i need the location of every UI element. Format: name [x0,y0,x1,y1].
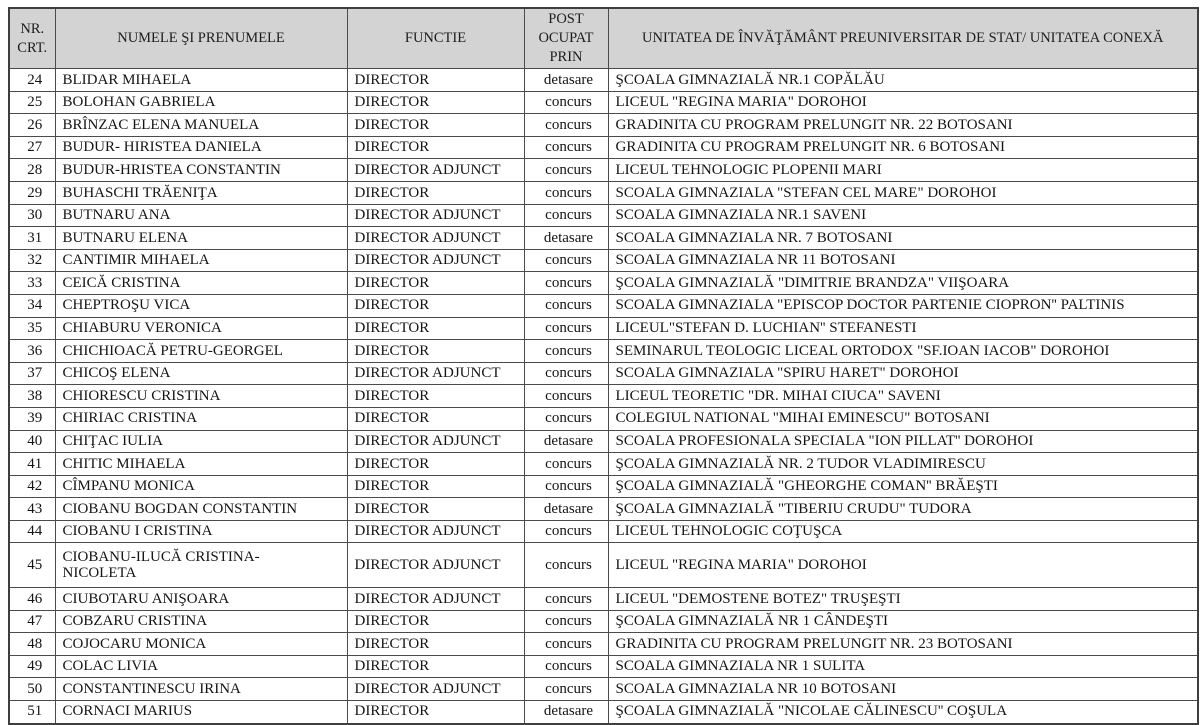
cell-name: CÎMPANU MONICA [55,475,347,498]
cell-unit: LICEUL TEHNOLOGIC PLOPENII MARI [608,159,1198,182]
cell-unit: SCOALA GIMNAZIALA "EPISCOP DOCTOR PARTENIE CIOPRON'' PALTINIS [608,294,1198,317]
cell-name: CHICOŞ ELENA [55,362,347,385]
cell-nr: 44 [9,520,55,543]
col-header-name: NUMELE ŞI PRENUMELE [55,8,347,69]
cell-name: BUTNARU ELENA [55,227,347,250]
table-row [9,407,1198,430]
cell-post: concurs [524,317,608,340]
cell-name: BRÎNZAC ELENA MANUELA [55,114,347,137]
cell-name: BLIDAR MIHAELA [55,69,347,92]
cell-post: concurs [524,587,608,610]
cell-unit: SCOALA GIMNAZIALA NR 10 BOTOSANI [608,678,1198,701]
cell-nr: 42 [9,475,55,498]
table-row [9,204,1198,227]
table-row [9,114,1198,137]
table-row [9,610,1198,633]
cell-unit: GRADINITA CU PROGRAM PRELUNGIT NR. 23 BOTOSANI [608,633,1198,656]
cell-functie: DIRECTOR ADJUNCT [347,362,524,385]
cell-post: concurs [524,520,608,543]
cell-post: concurs [524,610,608,633]
cell-post: concurs [524,453,608,476]
cell-functie: DIRECTOR [347,610,524,633]
table-row [9,587,1198,610]
cell-nr: 28 [9,159,55,182]
cell-post: concurs [524,181,608,204]
cell-name: CHITIC MIHAELA [55,453,347,476]
cell-post: concurs [524,159,608,182]
table-row [9,385,1198,408]
cell-unit: ŞCOALA GIMNAZIALĂ NR. 2 TUDOR VLADIMIRESCU [608,453,1198,476]
cell-unit: LICEUL "DEMOSTENE BOTEZ" TRUŞEŞTI [608,587,1198,610]
cell-unit: GRADINITA CU PROGRAM PRELUNGIT NR. 22 BOTOSANI [608,114,1198,137]
cell-unit: SCOALA GIMNAZIALA NR 1 SULITA [608,655,1198,678]
cell-nr: 40 [9,430,55,453]
cell-name: CORNACI MARIUS [55,700,347,723]
cell-post: concurs [524,543,608,588]
cell-functie: DIRECTOR [347,181,524,204]
cell-name: CIOBANU-ILUCĂ CRISTINA-NICOLETA [55,543,347,588]
cell-post: detasare [524,498,608,521]
cell-nr: 31 [9,227,55,250]
cell-unit: GRADINITA CU PROGRAM PRELUNGIT NR. 6 BOTOSANI [608,136,1198,159]
cell-nr: 51 [9,700,55,723]
table-row [9,475,1198,498]
cell-name: CIUBOTARU ANIŞOARA [55,587,347,610]
cell-functie: DIRECTOR [347,340,524,363]
cell-nr: 32 [9,249,55,272]
cell-unit: ŞCOALA GIMNAZIALĂ "NICOLAE CĂLINESCU'' COŞULA [608,700,1198,723]
cell-nr: 34 [9,294,55,317]
table-row [9,543,1198,588]
cell-nr: 37 [9,362,55,385]
cell-unit: SCOALA GIMNAZIALA "SPIRU HARET" DOROHOI [608,362,1198,385]
cell-functie: DIRECTOR ADJUNCT [347,227,524,250]
cell-post: concurs [524,136,608,159]
cell-name: BUTNARU ANA [55,204,347,227]
cell-unit: SCOALA PROFESIONALA SPECIALA "ION PILLAT'' DOROHOI [608,430,1198,453]
cell-nr: 39 [9,407,55,430]
cell-functie: DIRECTOR [347,498,524,521]
cell-functie: DIRECTOR ADJUNCT [347,520,524,543]
cell-nr: 46 [9,587,55,610]
cell-name: COJOCARU MONICA [55,633,347,656]
cell-unit: SCOALA GIMNAZIALA NR.1 SAVENI [608,204,1198,227]
table-row [9,340,1198,363]
cell-name: CIOBANU I CRISTINA [55,520,347,543]
col-header-functie: FUNCTIE [347,8,524,69]
cell-post: concurs [524,249,608,272]
cell-name: BUDUR- HIRISTEA DANIELA [55,136,347,159]
cell-nr: 41 [9,453,55,476]
col-header-nr-crt: NR. CRT. [9,8,55,69]
cell-unit: SEMINARUL TEOLOGIC LICEAL ORTODOX "SF.IOAN IACOB" DOROHOI [608,340,1198,363]
cell-unit: SCOALA GIMNAZIALA NR 11 BOTOSANI [608,249,1198,272]
cell-name: CHEPTROŞU VICA [55,294,347,317]
cell-functie: DIRECTOR [347,385,524,408]
cell-nr: 27 [9,136,55,159]
cell-name: CHIŢAC IULIA [55,430,347,453]
table-row [9,655,1198,678]
cell-functie: DIRECTOR [347,69,524,92]
table-row [9,453,1198,476]
header-row [9,8,1198,69]
table-row [9,520,1198,543]
table-body [9,69,1198,724]
table-row [9,430,1198,453]
table-row [9,91,1198,114]
cell-unit: ŞCOALA GIMNAZIALĂ "DIMITRIE BRANDZA" VIIŞOARA [608,272,1198,295]
cell-post: detasare [524,700,608,723]
col-header-post-ocupat: POST OCUPAT PRIN [524,8,608,69]
col-header-unitate: UNITATEA DE ÎNVĂŢĂMÂNT PREUNIVERSITAR DE STAT/ UNITATEA CONEXĂ [608,8,1198,69]
cell-functie: DIRECTOR ADJUNCT [347,543,524,588]
cell-unit: ŞCOALA GIMNAZIALĂ "TIBERIU CRUDU" TUDORA [608,498,1198,521]
cell-functie: DIRECTOR [347,700,524,723]
cell-functie: DIRECTOR [347,453,524,476]
cell-functie: DIRECTOR ADJUNCT [347,678,524,701]
cell-post: concurs [524,114,608,137]
table-row [9,700,1198,723]
cell-name: CANTIMIR MIHAELA [55,249,347,272]
table-row [9,227,1198,250]
cell-post: concurs [524,340,608,363]
table-row [9,294,1198,317]
cell-name: CHIABURU VERONICA [55,317,347,340]
cell-name: BOLOHAN GABRIELA [55,91,347,114]
cell-nr: 36 [9,340,55,363]
cell-post: concurs [524,678,608,701]
cell-unit: LICEUL TEORETIC "DR. MIHAI CIUCA" SAVENI [608,385,1198,408]
table-row [9,249,1198,272]
cell-post: detasare [524,69,608,92]
cell-nr: 38 [9,385,55,408]
cell-name: COLAC LIVIA [55,655,347,678]
directors-table [8,7,1199,725]
table-row [9,633,1198,656]
cell-nr: 50 [9,678,55,701]
cell-post: concurs [524,204,608,227]
cell-nr: 45 [9,543,55,588]
cell-nr: 49 [9,655,55,678]
cell-post: detasare [524,227,608,250]
cell-post: concurs [524,91,608,114]
cell-functie: DIRECTOR [347,294,524,317]
cell-nr: 29 [9,181,55,204]
table-row [9,69,1198,92]
cell-functie: DIRECTOR [347,91,524,114]
cell-name: CHIRIAC CRISTINA [55,407,347,430]
cell-functie: DIRECTOR ADJUNCT [347,159,524,182]
cell-functie: DIRECTOR [347,655,524,678]
cell-functie: DIRECTOR [347,114,524,137]
table-row [9,272,1198,295]
table-row [9,362,1198,385]
cell-functie: DIRECTOR [347,475,524,498]
cell-unit: ŞCOALA GIMNAZIALĂ NR 1 CÂNDEŞTI [608,610,1198,633]
cell-unit: LICEUL"STEFAN D. LUCHIAN'' STEFANESTI [608,317,1198,340]
cell-name: CHIORESCU CRISTINA [55,385,347,408]
cell-post: concurs [524,475,608,498]
cell-unit: LICEUL "REGINA MARIA" DOROHOI [608,91,1198,114]
cell-name: BUDUR-HRISTEA CONSTANTIN [55,159,347,182]
table-row [9,136,1198,159]
cell-name: CIOBANU BOGDAN CONSTANTIN [55,498,347,521]
cell-post: concurs [524,633,608,656]
cell-nr: 25 [9,91,55,114]
cell-functie: DIRECTOR [347,272,524,295]
cell-functie: DIRECTOR ADJUNCT [347,587,524,610]
cell-name: BUHASCHI TRĂENIŢA [55,181,347,204]
cell-nr: 26 [9,114,55,137]
cell-nr: 30 [9,204,55,227]
cell-nr: 48 [9,633,55,656]
cell-unit: COLEGIUL NATIONAL "MIHAI EMINESCU" BOTOSANI [608,407,1198,430]
table-row [9,498,1198,521]
cell-functie: DIRECTOR ADJUNCT [347,249,524,272]
cell-name: CHICHIOACĂ PETRU-GEORGEL [55,340,347,363]
cell-post: detasare [524,430,608,453]
table-row [9,678,1198,701]
cell-post: concurs [524,272,608,295]
cell-functie: DIRECTOR ADJUNCT [347,204,524,227]
cell-functie: DIRECTOR [347,633,524,656]
cell-unit: LICEUL TEHNOLOGIC COŢUŞCA [608,520,1198,543]
cell-unit: LICEUL "REGINA MARIA" DOROHOI [608,543,1198,588]
cell-nr: 35 [9,317,55,340]
cell-post: concurs [524,655,608,678]
cell-functie: DIRECTOR ADJUNCT [347,430,524,453]
table-row [9,317,1198,340]
cell-functie: DIRECTOR [347,136,524,159]
cell-name: CONSTANTINESCU IRINA [55,678,347,701]
cell-post: concurs [524,407,608,430]
cell-functie: DIRECTOR [347,317,524,340]
cell-name: CEICĂ CRISTINA [55,272,347,295]
cell-unit: ŞCOALA GIMNAZIALĂ NR.1 COPĂLĂU [608,69,1198,92]
cell-post: concurs [524,294,608,317]
cell-unit: SCOALA GIMNAZIALA "STEFAN CEL MARE" DOROHOI [608,181,1198,204]
cell-functie: DIRECTOR [347,407,524,430]
cell-unit: SCOALA GIMNAZIALA NR. 7 BOTOSANI [608,227,1198,250]
cell-nr: 33 [9,272,55,295]
table-row [9,181,1198,204]
cell-post: concurs [524,362,608,385]
cell-unit: ŞCOALA GIMNAZIALĂ "GHEORGHE COMAN'' BRĂEŞTI [608,475,1198,498]
table-header [9,8,1198,69]
cell-post: concurs [524,385,608,408]
cell-nr: 24 [9,69,55,92]
cell-nr: 47 [9,610,55,633]
table-row [9,159,1198,182]
cell-nr: 43 [9,498,55,521]
cell-name: COBZARU CRISTINA [55,610,347,633]
